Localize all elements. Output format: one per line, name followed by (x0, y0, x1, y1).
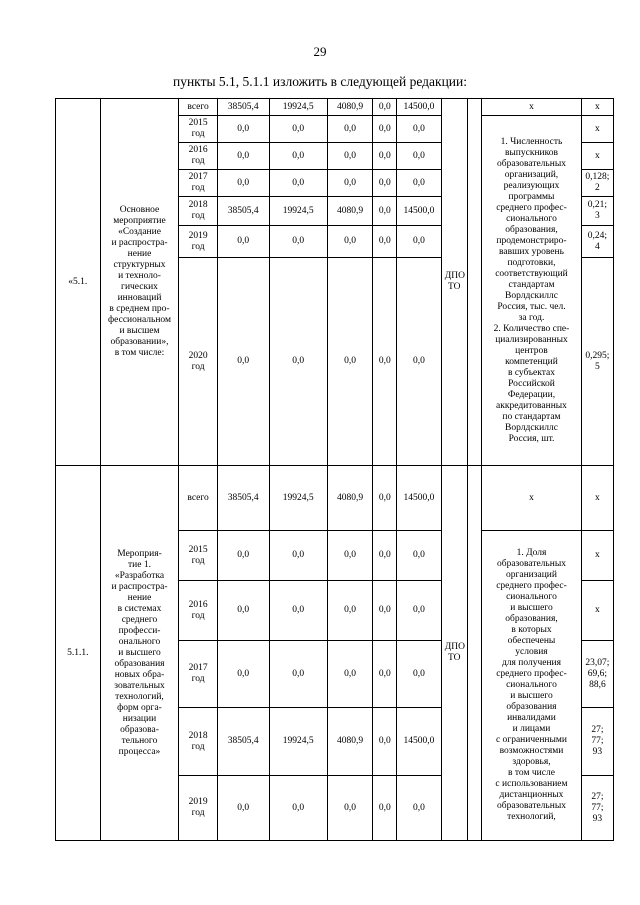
value-cell: 4080,9 (327, 708, 373, 776)
value-cell: 0,0 (397, 641, 442, 708)
value-cell: 0,0 (269, 143, 327, 170)
value-cell: 0,0 (397, 531, 442, 581)
section-number: 5.1.1. (56, 466, 101, 841)
gap-cell (467, 99, 482, 466)
value-cell: 0,0 (327, 143, 373, 170)
indicator-cell: х (482, 466, 582, 531)
total-cell: 38505,4 (217, 99, 269, 116)
value-cell: 0,0 (269, 258, 327, 466)
value-cell: 0,0 (269, 116, 327, 143)
value-cell: 0,0 (397, 143, 442, 170)
year-cell: 2019 год (179, 776, 217, 841)
value-cell: 0,0 (327, 581, 373, 641)
indicator-value: 27; 77; 93 (581, 708, 613, 776)
total-cell: 38505,4 (217, 708, 269, 776)
value-cell: 19924,5 (269, 466, 327, 531)
total-cell: 0,0 (217, 143, 269, 170)
program-table (55, 98, 614, 841)
value-cell: 19924,5 (269, 197, 327, 226)
value-cell: 0,0 (269, 581, 327, 641)
value-cell: 0,0 (269, 226, 327, 258)
value-cell: 0,0 (397, 258, 442, 466)
value-cell: 0,0 (327, 258, 373, 466)
value-cell: 0,0 (373, 99, 397, 116)
indicator-value: х (581, 581, 613, 641)
total-cell: 0,0 (217, 258, 269, 466)
total-cell: 0,0 (217, 776, 269, 841)
table-row (56, 99, 614, 116)
value-cell: 0,0 (269, 776, 327, 841)
value-cell: 0,0 (269, 531, 327, 581)
value-cell: 0,0 (373, 170, 397, 197)
indicator-value: 27; 77; 93 (581, 776, 613, 841)
year-cell: 2020 год (179, 258, 217, 466)
year-cell: 2019 год (179, 226, 217, 258)
year-cell: всего (179, 466, 217, 531)
year-cell: 2017 год (179, 170, 217, 197)
value-cell: 0,0 (269, 641, 327, 708)
section-name: Мероприя- тие 1. «Разработка и распростра- нение в системах среднего професси- онального и высшего образования новых обра- зовательных технологий, форм орга- низации образова- тельного процесса» (100, 466, 179, 841)
indicator-value: х (581, 143, 613, 170)
value-cell: 0,0 (397, 116, 442, 143)
value-cell: 0,0 (269, 170, 327, 197)
year-cell: 2015 год (179, 116, 217, 143)
indicator-value: 0,128; 2 (581, 170, 613, 197)
value-cell: 14500,0 (397, 466, 442, 531)
value-cell: 0,0 (373, 641, 397, 708)
indicator-text: 1. Численность выпускников образовательных организаций, реализующих программы среднего профес- сионального образования, продемонстриро- вавших уровень подготовки, соответствующий стандартам Ворлдскиллс Россия, тыс. чел. за год. 2. Количество спе- циализированных центров компетенций в субъектах Российской Федерации, аккредитованных по стандартам Ворлдскиллс Россия, шт. (482, 116, 582, 466)
total-cell: 0,0 (217, 116, 269, 143)
executor-cell: ДПО ТО (441, 466, 467, 841)
indicator-value: 0,295; 5 (581, 258, 613, 466)
intro-text: пункты 5.1, 5.1.1 изложить в следующей редакции: (172, 74, 467, 89)
executor-cell: ДПО ТО (441, 99, 467, 466)
indicator-value: 0,21; 3 (581, 197, 613, 226)
value-cell: 14500,0 (397, 99, 442, 116)
section-number: «5.1. (56, 99, 101, 466)
indicator-value: х (581, 531, 613, 581)
value-cell: 0,0 (373, 581, 397, 641)
value-cell: 0,0 (373, 708, 397, 776)
value-cell: 0,0 (373, 466, 397, 531)
year-cell: 2015 год (179, 531, 217, 581)
value-cell: 0,0 (397, 776, 442, 841)
year-cell: 2017 год (179, 641, 217, 708)
value-cell: 0,0 (373, 197, 397, 226)
page-number: 29 (313, 44, 327, 59)
value-cell: 0,0 (373, 258, 397, 466)
value-cell: 0,0 (397, 226, 442, 258)
value-cell: 0,0 (373, 143, 397, 170)
value-cell: 4080,9 (327, 197, 373, 226)
value-cell: 0,0 (327, 170, 373, 197)
value-cell: 0,0 (373, 776, 397, 841)
year-cell: 2018 год (179, 197, 217, 226)
value-cell: 0,0 (327, 226, 373, 258)
value-cell: 19924,5 (269, 99, 327, 116)
value-cell: 0,0 (327, 531, 373, 581)
gap-cell (467, 466, 482, 841)
value-cell: 0,0 (373, 531, 397, 581)
indicator-value: х (581, 466, 613, 531)
total-cell: 0,0 (217, 531, 269, 581)
value-cell: 14500,0 (397, 197, 442, 226)
value-cell: 4080,9 (327, 466, 373, 531)
year-cell: 2016 год (179, 143, 217, 170)
indicator-value: х (581, 116, 613, 143)
value-cell: 0,0 (327, 776, 373, 841)
total-cell: 38505,4 (217, 197, 269, 226)
year-cell: 2018 год (179, 708, 217, 776)
indicator-text: 1. Доля образовательных организаций среднего профес- сионального и высшего образования, в которых обеспечены условия для получения среднего профес- сионального и высшего образования инвалидами и лицами с ограниченными возможностями здоровья, в том числе с использованием дистанционных образовательных технологий, (482, 531, 582, 841)
section-name: Основное мероприятие «Создание и распростра- нение структурных и техноло- гических инноваций в среднем про- фессиональном и высшем образовании», в том числе: (100, 99, 179, 466)
value-cell: 4080,9 (327, 99, 373, 116)
total-cell: 0,0 (217, 581, 269, 641)
table-row (56, 466, 614, 531)
value-cell: 0,0 (397, 170, 442, 197)
indicator-value: 0,24; 4 (581, 226, 613, 258)
total-cell: 38505,4 (217, 466, 269, 531)
indicator-value: х (581, 99, 613, 116)
total-cell: 0,0 (217, 170, 269, 197)
total-cell: 0,0 (217, 226, 269, 258)
value-cell: 0,0 (373, 116, 397, 143)
year-cell: 2016 год (179, 581, 217, 641)
value-cell: 19924,5 (269, 708, 327, 776)
value-cell: 0,0 (327, 641, 373, 708)
year-cell: всего (179, 99, 217, 116)
value-cell: 0,0 (327, 116, 373, 143)
indicator-cell: х (482, 99, 582, 116)
value-cell: 14500,0 (397, 708, 442, 776)
value-cell: 0,0 (397, 581, 442, 641)
indicator-value: 23,07; 69,6; 88,6 (581, 641, 613, 708)
total-cell: 0,0 (217, 641, 269, 708)
value-cell: 0,0 (373, 226, 397, 258)
